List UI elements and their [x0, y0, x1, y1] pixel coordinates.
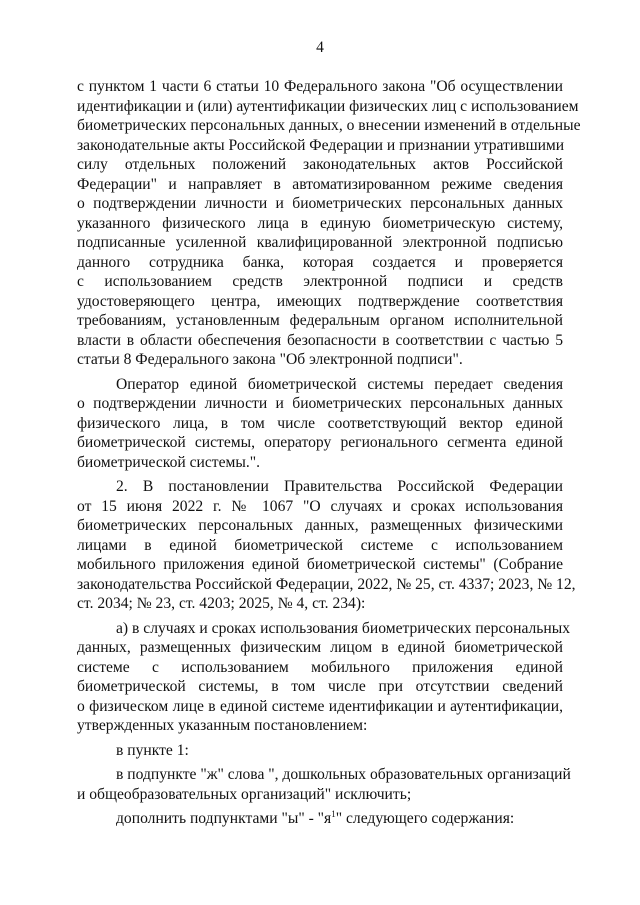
text-line: лицами в единой биометрической системе с использованием	[77, 536, 563, 554]
text-line: данного сотрудника банка, которая создается и проверяется	[77, 253, 563, 271]
text-line: данных, размещенных физическим лицом в единой биометрической	[77, 639, 563, 656]
text-line: подписанные усиленной квалифицированной электронной подписью	[77, 234, 563, 251]
page-number: 4	[316, 39, 324, 56]
paragraph	[77, 619, 571, 736]
text-line: с пунктом 1 части 6 статьи 10 Федерального закона "Об осуществлении	[77, 78, 563, 95]
text-line: идентификации и (или) аутентификации физических лиц с использованием	[77, 97, 579, 115]
text-line: биометрических персональных данных, о внесении изменений в отдельные	[77, 117, 581, 134]
text-line: биометрической системы, в том числе при отсутствии сведений	[77, 678, 563, 695]
text-line-with-footnote	[77, 809, 563, 829]
text-line: а) в случаях и сроках использования биометрических персональных	[116, 619, 571, 637]
text-line: биометрической системы.".	[77, 453, 261, 471]
text-line: о подтверждении личности и биометрических персональных данных	[77, 195, 563, 212]
paragraph	[77, 375, 563, 473]
text-line: власти в области обеспечения безопасности в соответствии с частью 5	[77, 331, 563, 349]
text-line: мобильного приложения единой биометрической системы" (Собрание	[77, 556, 563, 573]
text-line: законодательства Российской Федерации, 2022, № 25, ст. 4337; 2023, № 12,	[77, 575, 576, 593]
text-line: статьи 8 Федерального закона "Об электронной подписи".	[77, 351, 463, 368]
text-line: в подпункте "ж" слова ", дошкольных образовательных организаций	[116, 766, 571, 783]
text-line: Оператор единой биометрической системы передает сведения	[116, 375, 563, 393]
footnote-marker: 1	[331, 808, 336, 819]
text-line: удостоверяющего центра, имеющих подтверждение соответствия	[77, 292, 563, 310]
paragraph	[77, 77, 581, 370]
text-line: с использованием средств электронной подписи и средств	[77, 273, 563, 290]
text-line: силу отдельных положений законодательных актов Российской	[77, 156, 563, 173]
paragraph	[77, 477, 576, 614]
paragraph	[77, 809, 563, 829]
text-line: законодательные акты Российской Федерации и признании утратившими	[77, 136, 565, 154]
text-line: физического лица, в том числе соответствующий вектор единой	[77, 414, 563, 432]
text-line: утвержденных указанным постановлением:	[77, 717, 368, 734]
text-line: и общеобразовательных организаций" исключить;	[77, 785, 412, 803]
text-line: о подтверждении личности и биометрических персональных данных	[77, 395, 563, 412]
text-line: требованиям, установленным федеральным органом исполнительной	[77, 312, 563, 329]
text-line: о физическом лице в единой системе идентификации и аутентификации,	[77, 697, 563, 715]
paragraph	[77, 765, 571, 804]
text-line: ст. 2034; № 23, ст. 4203; 2025, № 4, ст. 234):	[77, 595, 366, 612]
document-body	[77, 77, 581, 829]
text-line: Федерации" и направляет в автоматизированном режиме сведения	[77, 175, 563, 193]
text-line: системе с использованием мобильного приложения единой	[77, 658, 563, 676]
text-line: биометрической системы, оператору регионального сегмента единой	[77, 434, 563, 451]
text-line: биометрических персональных данных, размещенных физическими	[77, 517, 563, 534]
text-line: указанного физического лица в единую биометрическую систему,	[77, 214, 563, 232]
text-line: в пункте 1:	[116, 741, 189, 759]
paragraph	[77, 741, 563, 761]
text-line: от 15 июня 2022 г. № 1067 "О случаях и сроках использования	[77, 497, 563, 515]
text-run: дополнить подпунктами "ы" - "$я^1$" следующего содержания:	[116, 808, 515, 827]
text-line: 2. В постановлении Правительства Российской Федерации	[116, 478, 563, 495]
